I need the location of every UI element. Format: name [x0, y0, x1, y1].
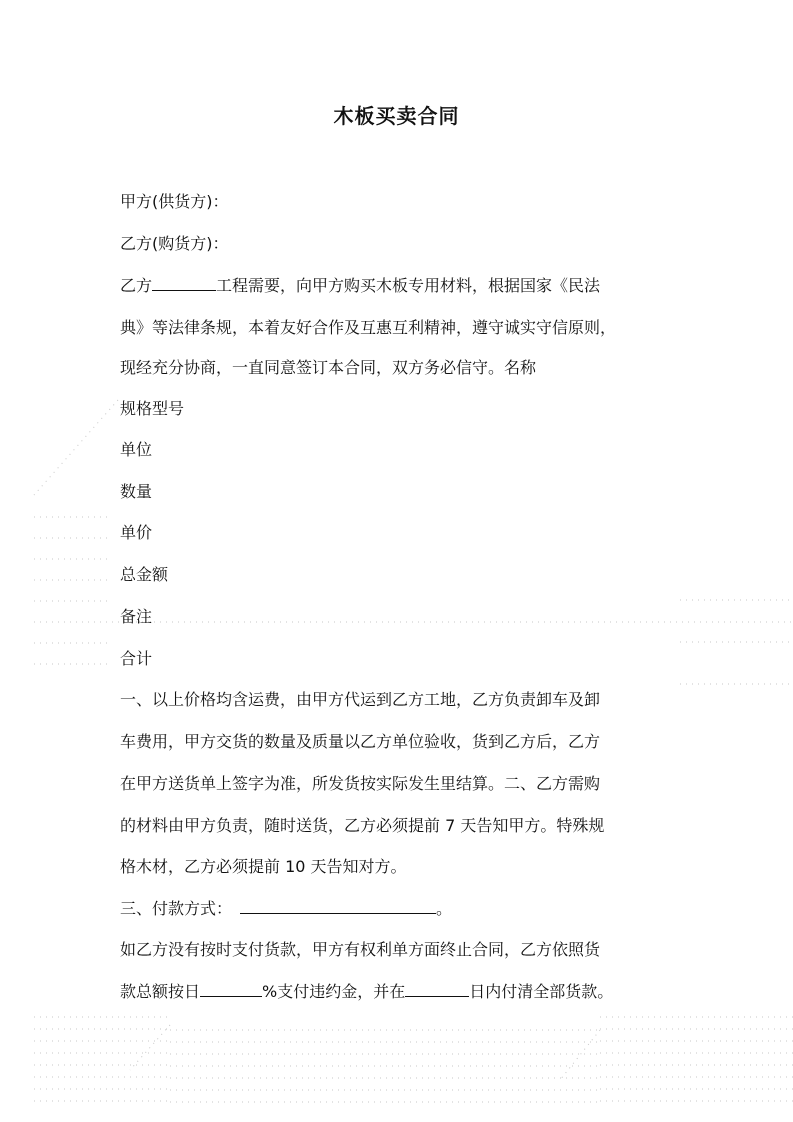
clause-1-line-1: 一、以上价格均含运费，由甲方代运到乙方工地，乙方负责卸车及卸	[120, 690, 601, 709]
payment-method-line	[120, 899, 452, 919]
penalty-line-1: 如乙方没有按时支付货款，甲方有权利单方面终止合同，乙方依照货	[120, 940, 601, 959]
party-a-line: 甲方(供货方)：	[120, 192, 229, 211]
project-name-blank[interactable]	[152, 276, 216, 291]
field-total-amount: 总金额	[120, 565, 169, 584]
payment-method-end: 。	[436, 899, 453, 918]
field-quantity: 数量	[120, 482, 153, 501]
daily-rate-blank[interactable]	[200, 982, 262, 997]
field-sum: 合计	[120, 649, 153, 668]
field-unit-price: 单价	[120, 523, 153, 542]
penalty-text-b: %支付违约金，并在	[262, 982, 406, 1001]
intro-line-3: 现经充分协商，一直同意签订本合同，双方务必信守。名称	[120, 358, 537, 377]
clause-1-line-2: 车费用，甲方交货的数量及质量以乙方单位验收，货到乙方后，乙方	[120, 732, 601, 751]
payment-method-label: 三、付款方式：	[120, 899, 233, 918]
clause-1-line-3: 在甲方送货单上签字为准，所发货按实际发生里结算。二、乙方需购	[120, 774, 601, 793]
clause-1-line-4: 的材料由甲方负责，随时送货，乙方必须提前 7 天告知甲方。特殊规	[120, 816, 605, 835]
penalty-text-a: 款总额按日	[120, 982, 201, 1001]
penalty-line-2	[120, 982, 613, 1002]
intro-line-1	[120, 276, 600, 296]
intro-text-b: 工程需要，向甲方购买木板专用材料，根据国家《民法	[216, 276, 601, 295]
clause-1-line-5: 格木材，乙方必须提前 10 天告知对方。	[120, 857, 407, 876]
penalty-text-c: 日内付清全部货款。	[469, 982, 614, 1001]
field-spec-model: 规格型号	[120, 399, 185, 418]
field-remarks: 备注	[120, 607, 153, 626]
payment-method-blank[interactable]	[240, 899, 436, 914]
party-b-line: 乙方(购货方)：	[120, 234, 229, 253]
document-title: 木板买卖合同	[333, 104, 460, 128]
payment-days-blank[interactable]	[405, 982, 469, 997]
intro-text-a: 乙方	[120, 276, 153, 295]
intro-line-2: 典》等法律条规，本着友好合作及互惠互利精神，遵守诚实守信原则，	[120, 318, 617, 337]
field-unit: 单位	[120, 440, 153, 459]
